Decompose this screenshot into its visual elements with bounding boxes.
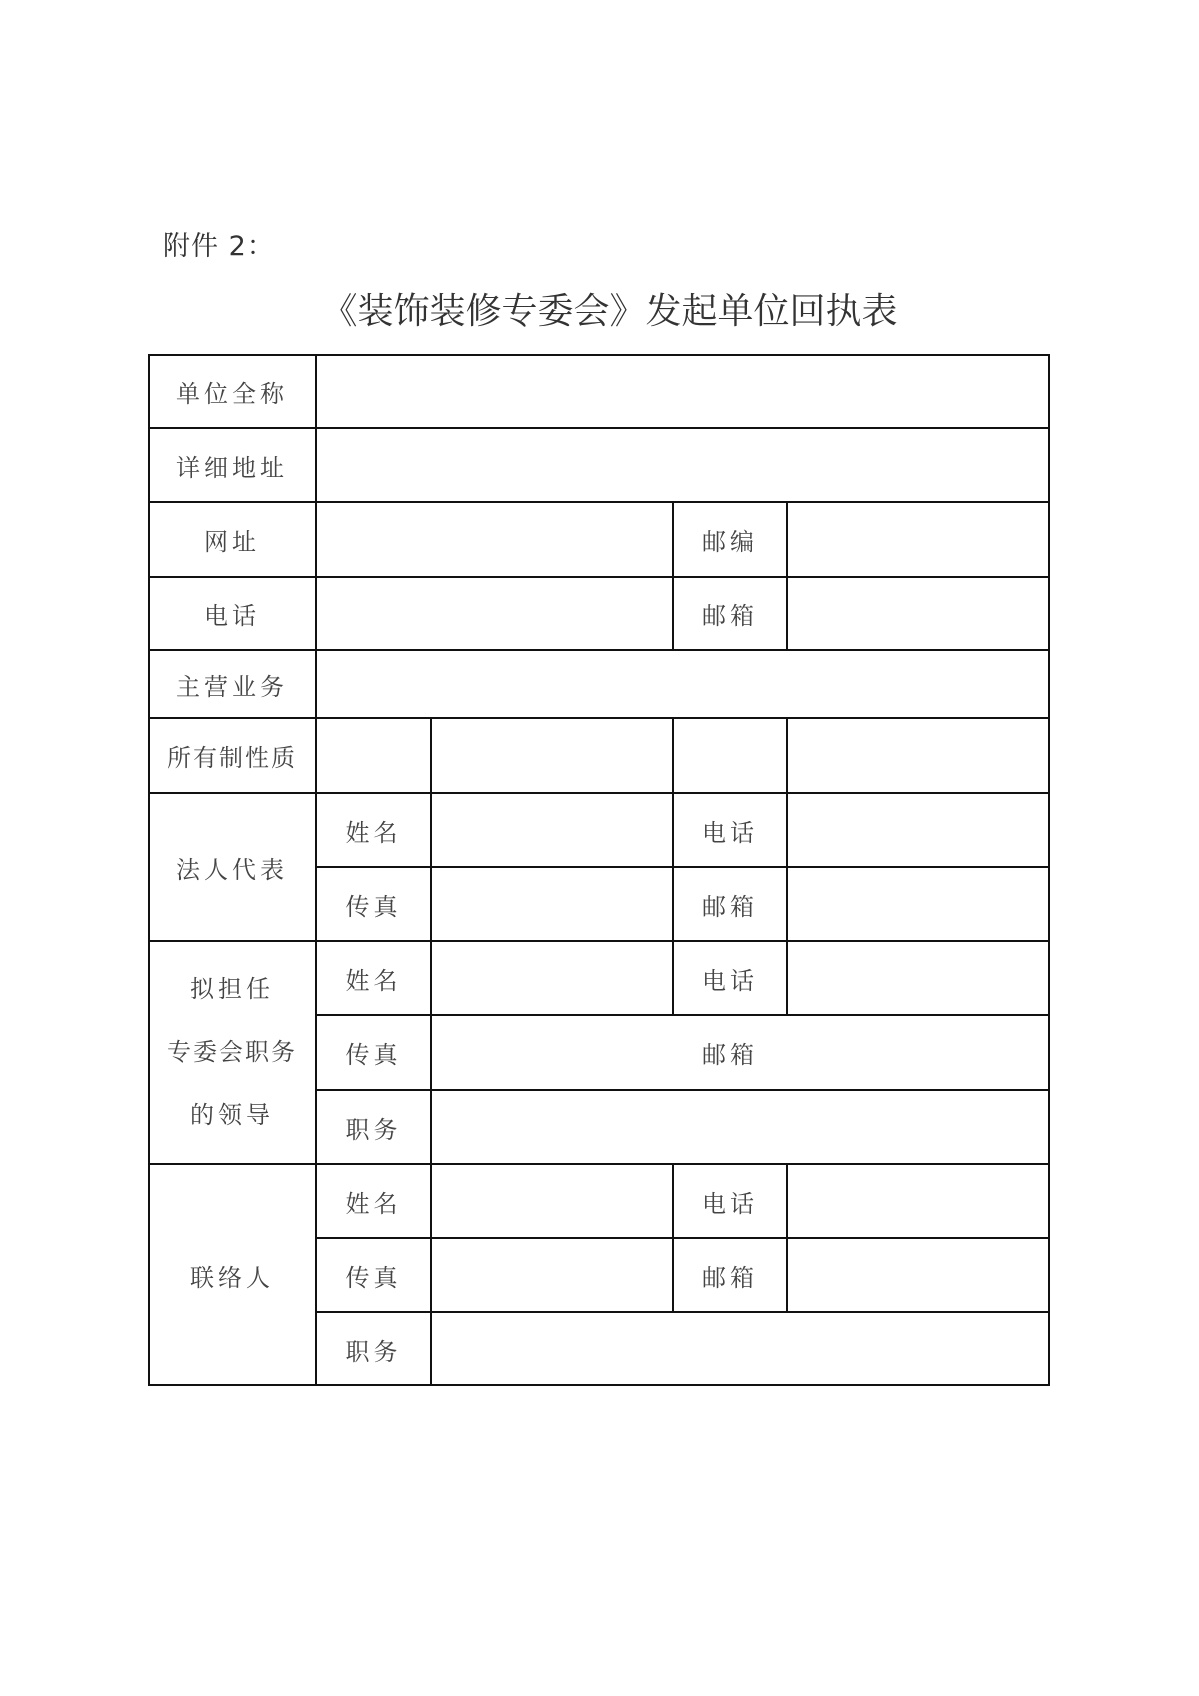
input-contact-name[interactable] xyxy=(431,1164,673,1238)
label-leader-position: 职务 xyxy=(345,1115,402,1144)
attachment-label: 附件 2： xyxy=(163,231,275,262)
label-main-business: 主营业务 xyxy=(176,672,288,701)
input-leader-phone[interactable] xyxy=(787,941,1050,1015)
label-legal-rep: 法人代表 xyxy=(176,855,288,884)
label-email: 邮箱 xyxy=(702,602,758,630)
input-contact-position[interactable] xyxy=(431,1312,1050,1386)
label-legal-rep-phone: 电话 xyxy=(702,818,758,847)
input-phone[interactable] xyxy=(316,577,673,650)
input-main-business[interactable] xyxy=(316,650,1050,718)
label-legal-rep-fax: 传真 xyxy=(345,892,402,921)
label-leader-line3: 的领导 xyxy=(190,1101,274,1129)
input-leader-fax[interactable] xyxy=(431,1015,673,1090)
label-leader-email: 邮箱 xyxy=(702,1041,758,1069)
input-legal-rep-email[interactable] xyxy=(787,867,1050,941)
label-contact-fax: 传真 xyxy=(345,1263,402,1292)
label-ownership: 所有制性质 xyxy=(167,744,297,772)
label-contact-position: 职务 xyxy=(345,1337,402,1366)
label-leader-fax: 传真 xyxy=(345,1041,402,1069)
input-legal-rep-phone[interactable] xyxy=(787,793,1050,867)
input-email[interactable] xyxy=(787,577,1050,650)
label-leader-phone: 电话 xyxy=(702,966,758,995)
input-legal-rep-fax[interactable] xyxy=(431,867,673,941)
input-address[interactable] xyxy=(316,428,1050,502)
receipt-form-table xyxy=(148,354,1050,1386)
label-website: 网址 xyxy=(204,528,260,556)
input-leader-position[interactable] xyxy=(431,1090,1050,1164)
input-contact-phone[interactable] xyxy=(787,1164,1050,1238)
input-leader-email[interactable] xyxy=(787,1015,1050,1090)
input-website[interactable] xyxy=(316,502,673,577)
label-contact-name: 姓名 xyxy=(345,1189,402,1218)
label-leader-name: 姓名 xyxy=(345,966,402,995)
label-leader-line1: 拟担任 xyxy=(190,975,274,1003)
label-unit-name: 单位全称 xyxy=(176,379,288,408)
input-contact-fax[interactable] xyxy=(431,1238,673,1312)
input-leader-name[interactable] xyxy=(431,941,673,1015)
label-contact-email: 邮箱 xyxy=(702,1263,758,1292)
label-leader xyxy=(148,941,316,1164)
label-legal-rep-email: 邮箱 xyxy=(702,892,758,921)
page-title: 《装饰装修专委会》发起单位回执表 xyxy=(321,291,898,332)
input-postcode[interactable] xyxy=(787,502,1050,577)
label-legal-rep-name: 姓名 xyxy=(345,818,402,847)
label-contact-phone: 电话 xyxy=(702,1189,758,1218)
input-ownership[interactable] xyxy=(316,718,1050,793)
label-postcode: 邮编 xyxy=(702,528,758,556)
label-phone: 电话 xyxy=(204,602,260,630)
input-legal-rep-name[interactable] xyxy=(431,793,673,867)
label-leader-line2: 专委会职务 xyxy=(167,1038,297,1066)
label-contact: 联络人 xyxy=(190,1263,274,1292)
input-contact-email[interactable] xyxy=(787,1238,1050,1312)
input-unit-name[interactable] xyxy=(316,354,1050,428)
label-address: 详细地址 xyxy=(176,453,288,482)
